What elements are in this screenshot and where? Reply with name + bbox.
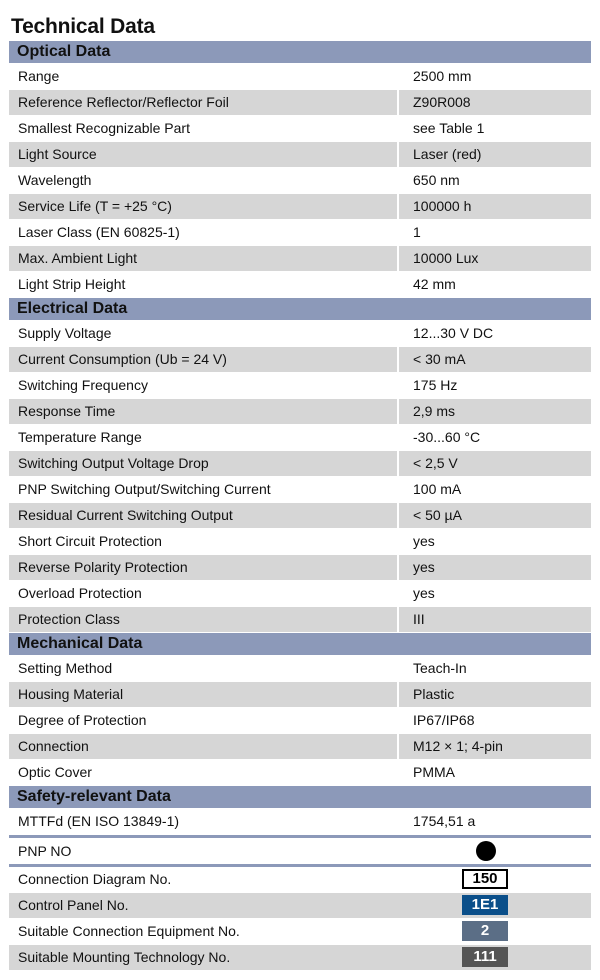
row-label: Wavelength [9, 168, 399, 193]
table-row [9, 64, 591, 90]
table-row [9, 272, 591, 298]
code-row [9, 893, 591, 919]
table-row [9, 347, 591, 373]
row-label: Service Life (T = +25 °C) [9, 194, 399, 219]
code-row [9, 867, 591, 893]
row-value: yes [413, 559, 435, 575]
row-label: Residual Current Switching Output [9, 503, 399, 528]
row-value: 650 nm [413, 172, 460, 188]
row-label: Degree of Protection [9, 708, 399, 733]
row-label: Setting Method [9, 656, 399, 681]
table-row [9, 116, 591, 142]
row-label: Short Circuit Protection [9, 529, 399, 554]
code-badge: 2 [462, 921, 508, 941]
pnp-row [9, 838, 591, 864]
table-row [9, 425, 591, 451]
table-row [9, 451, 591, 477]
table-row [9, 142, 591, 168]
row-value: Laser (red) [413, 146, 482, 162]
table-row [9, 399, 591, 425]
row-value: 10000 Lux [413, 250, 479, 266]
row-value: 1754,51 a [413, 813, 476, 829]
row-label: Temperature Range [9, 425, 399, 450]
row-value: Plastic [413, 686, 455, 702]
table-row [9, 321, 591, 347]
row-label: Smallest Recognizable Part [9, 116, 399, 141]
row-label: Response Time [9, 399, 399, 424]
row-label: Supply Voltage [9, 321, 399, 346]
row-value: 12...30 V DC [413, 325, 494, 341]
section-heading: Optical Data [9, 41, 591, 64]
table-row [9, 168, 591, 194]
section-heading: Safety-relevant Data [9, 786, 591, 809]
row-label: Housing Material [9, 682, 399, 707]
row-value: yes [413, 585, 435, 601]
sections-container [9, 41, 591, 835]
pnp-label: PNP NO [18, 843, 72, 859]
row-label: PNP Switching Output/Switching Current [9, 477, 399, 502]
row-value: < 30 mA [413, 351, 466, 367]
row-label: Switching Frequency [9, 373, 399, 398]
section-heading: Electrical Data [9, 298, 591, 321]
table-row [9, 656, 591, 682]
table-row [9, 760, 591, 786]
table-row [9, 477, 591, 503]
table-row [9, 734, 591, 760]
code-row [9, 919, 591, 945]
row-label: Protection Class [9, 607, 399, 632]
code-label: Suitable Connection Equipment No. [18, 923, 240, 939]
row-label: Range [9, 64, 399, 89]
row-value: < 50 µA [413, 507, 462, 523]
row-label: Optic Cover [9, 760, 399, 785]
table-row [9, 194, 591, 220]
table-row [9, 373, 591, 399]
row-value: < 2,5 V [413, 455, 458, 471]
row-label: Reference Reflector/Reflector Foil [9, 90, 399, 115]
row-value: 2500 mm [413, 68, 472, 84]
table-row [9, 682, 591, 708]
table-row [9, 503, 591, 529]
row-value: M12 × 1; 4-pin [413, 738, 503, 754]
table-row [9, 607, 591, 633]
table-row [9, 708, 591, 734]
row-label: Laser Class (EN 60825-1) [9, 220, 399, 245]
row-label: Current Consumption (Ub = 24 V) [9, 347, 399, 372]
row-label: Overload Protection [9, 581, 399, 606]
codes-container [9, 867, 591, 971]
row-value: 42 mm [413, 276, 456, 292]
code-badge: 150 [462, 869, 508, 889]
row-label: MTTFd (EN ISO 13849-1) [9, 809, 399, 834]
section-heading: Mechanical Data [9, 633, 591, 656]
row-value: Teach-In [413, 660, 467, 676]
row-label: Reverse Polarity Protection [9, 555, 399, 580]
table-row [9, 809, 591, 835]
row-value: 100 mA [413, 481, 462, 497]
row-value: 2,9 ms [413, 403, 456, 419]
table-row [9, 529, 591, 555]
row-value: Z90R008 [413, 94, 471, 110]
table-row [9, 581, 591, 607]
code-label: Control Panel No. [18, 897, 129, 913]
row-label: Switching Output Voltage Drop [9, 451, 399, 476]
row-value: III [413, 611, 425, 627]
code-badge: 111 [462, 947, 508, 967]
code-badge: 1E1 [462, 895, 508, 915]
row-value: 175 Hz [413, 377, 458, 393]
technical-data-page [9, 0, 591, 971]
filled-circle-icon [476, 841, 496, 861]
row-value: 100000 h [413, 198, 472, 214]
row-label: Max. Ambient Light [9, 246, 399, 271]
table-row [9, 90, 591, 116]
row-value: PMMA [413, 764, 455, 780]
row-value: IP67/IP68 [413, 712, 475, 728]
row-label: Connection [9, 734, 399, 759]
row-value: see Table 1 [413, 120, 485, 136]
row-value: 1 [413, 224, 421, 240]
row-value: -30...60 °C [413, 429, 481, 445]
row-label: Light Strip Height [9, 272, 399, 297]
table-row [9, 555, 591, 581]
row-value: yes [413, 533, 435, 549]
table-row [9, 220, 591, 246]
row-label: Light Source [9, 142, 399, 167]
table-row [9, 246, 591, 272]
code-label: Suitable Mounting Technology No. [18, 949, 231, 965]
code-label: Connection Diagram No. [18, 871, 172, 887]
code-row [9, 945, 591, 971]
page-title: Technical Data [11, 15, 155, 38]
